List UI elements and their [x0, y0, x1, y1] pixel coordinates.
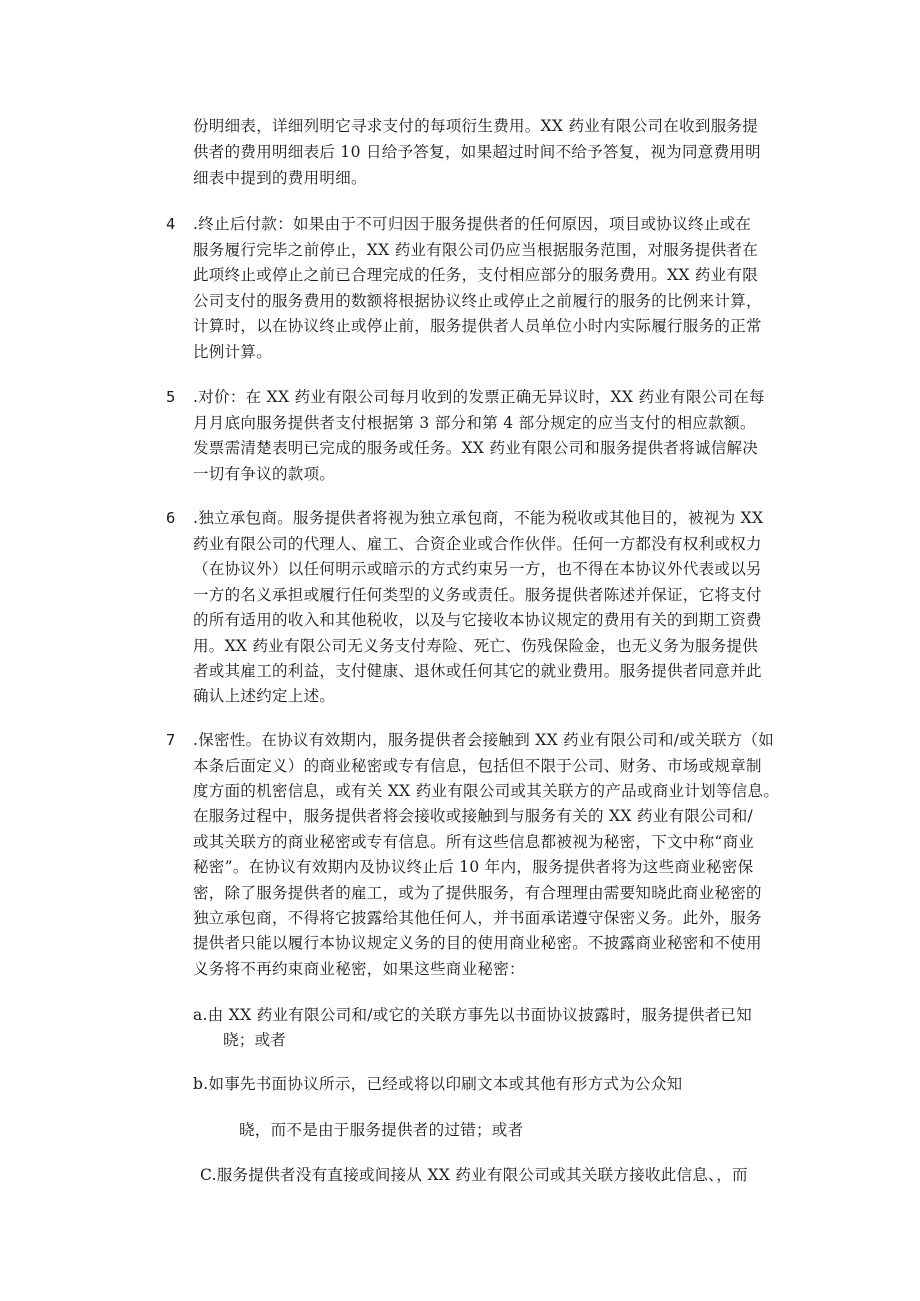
section-number: 4 — [166, 215, 176, 233]
section-line: .终止后付款：如果由于不可归因于服务提供者的任何原因，项目或协议终止或在 — [193, 215, 752, 233]
section-line: 密，除了服务提供者的雇工，或为了提供服务，有合理理由需要知晓此商业秘密的 — [193, 884, 762, 902]
list-item-a: a.由 XX 药业有限公司和/或它的关联方事先以书面协议披露时，服务提供者已知 — [193, 1006, 753, 1024]
section-line: 服务履行完毕之前停止，XX 药业有限公司仍应当根据服务范围，对服务提供者在 — [193, 241, 759, 259]
list-item-c: C.服务提供者没有直接或间接从 XX 药业有限公司或其关联方接收此信息、，而 — [200, 1166, 748, 1184]
section-line: 月月底向服务提供者支付根据第 3 部分和第 4 部分规定的应当支付的相应款额。 — [193, 414, 756, 432]
section-line: 或其关联方的商业秘密或专有信息。所有这些信息都被视为秘密，下文中称“商业 — [193, 833, 755, 851]
section-line: （在协议外）以任何明示或暗示的方式约束另一方，也不得在本协议外代表或以另 — [193, 560, 762, 578]
section-line: 的所有适用的收入和其他税收，以及与它接收本协议规定的费用有关的到期工资费 — [193, 611, 762, 629]
section-line: 用。XX 药业有限公司无义务支付寿险、死亡、伤残保险金，也无义务为服务提供 — [193, 637, 759, 655]
intro-line: 份明细表，详细列明它寻求支付的每项衍生费用。XX 药业有限公司在收到服务提 — [193, 117, 759, 135]
section-number: 5 — [166, 388, 176, 406]
section-line: .保密性。在协议有效期内，服务提供者会接触到 XX 药业有限公司和/或关联方（如 — [193, 731, 775, 749]
section-line: 公司支付的服务费用的数额将根据协议终止或停止之前履行的服务的比例来计算， — [193, 292, 762, 310]
section-line: 此项终止或停止之前已合理完成的任务，支付相应部分的服务费用。XX 药业有限 — [193, 266, 759, 284]
section-line: 在服务过程中，服务提供者将会接收或接触到与服务有关的 XX 药业有限公司和/ — [193, 807, 754, 825]
section-line: 计算时，以在协议终止或停止前，服务提供者人员单位小时内实际履行服务的正常 — [193, 317, 762, 335]
list-item-a-continued: 晓；或者 — [223, 1031, 287, 1049]
section-line: 独立承包商，不得将它披露给其他任何人，并书面承诺遵守保密义务。此外，服务 — [193, 909, 762, 927]
section-line: 药业有限公司的代理人、雇工、合资企业或合作伙伴。任何一方都没有权利或权力 — [193, 535, 762, 553]
section-line: 发票需清楚表明已完成的服务或任务。XX 药业有限公司和服务提供者将诚信解决 — [193, 439, 759, 457]
section-line: 度方面的机密信息，或有关 XX 药业有限公司或其关联方的产品或商业计划等信息。 — [193, 782, 780, 800]
section-line: 本条后面定义）的商业秘密或专有信息，包括但不限于公司、财务、市场或规章制 — [193, 757, 762, 775]
intro-line: 供者的费用明细表后 10 日给予答复，如果超过时间不给予答复，视为同意费用明 — [193, 143, 761, 161]
section-line: 一切有争议的款项。 — [193, 465, 336, 483]
section-number: 6 — [166, 509, 176, 527]
section-line: 一方的名义承担或履行任何类型的义务或责任。服务提供者陈述并保证，它将支付 — [193, 586, 762, 604]
section-line: 确认上述约定上述。 — [193, 687, 336, 705]
section-line: 者或其雇工的利益，支付健康、退休或任何其它的就业费用。服务提供者同意并此 — [193, 662, 762, 680]
list-item-b-continued: 晓，而不是由于服务提供者的过错；或者 — [239, 1121, 524, 1139]
section-line: 比例计算。 — [193, 343, 273, 361]
intro-line: 细表中提到的费用明细。 — [193, 169, 367, 187]
list-item-b: b.如事先书面协议所示，已经或将以印刷文本或其他有形方式为公众知 — [193, 1075, 683, 1093]
section-line: 提供者只能以履行本协议规定义务的目的使用商业秘密。不披露商业秘密和不使用 — [193, 934, 762, 952]
section-line: 义务将不再约束商业秘密，如果这些商业秘密： — [193, 960, 525, 978]
section-line: .独立承包商。服务提供者将视为独立承包商，不能为税收或其他目的，被视为 XX — [193, 509, 764, 527]
section-number: 7 — [166, 731, 176, 749]
section-line: 秘密”。在协议有效期内及协议终止后 10 年内，服务提供者将为这些商业秘密保 — [193, 858, 754, 876]
section-line: .对价：在 XX 药业有限公司每月收到的发票正确无异议时，XX 药业有限公司在每 — [193, 388, 765, 406]
